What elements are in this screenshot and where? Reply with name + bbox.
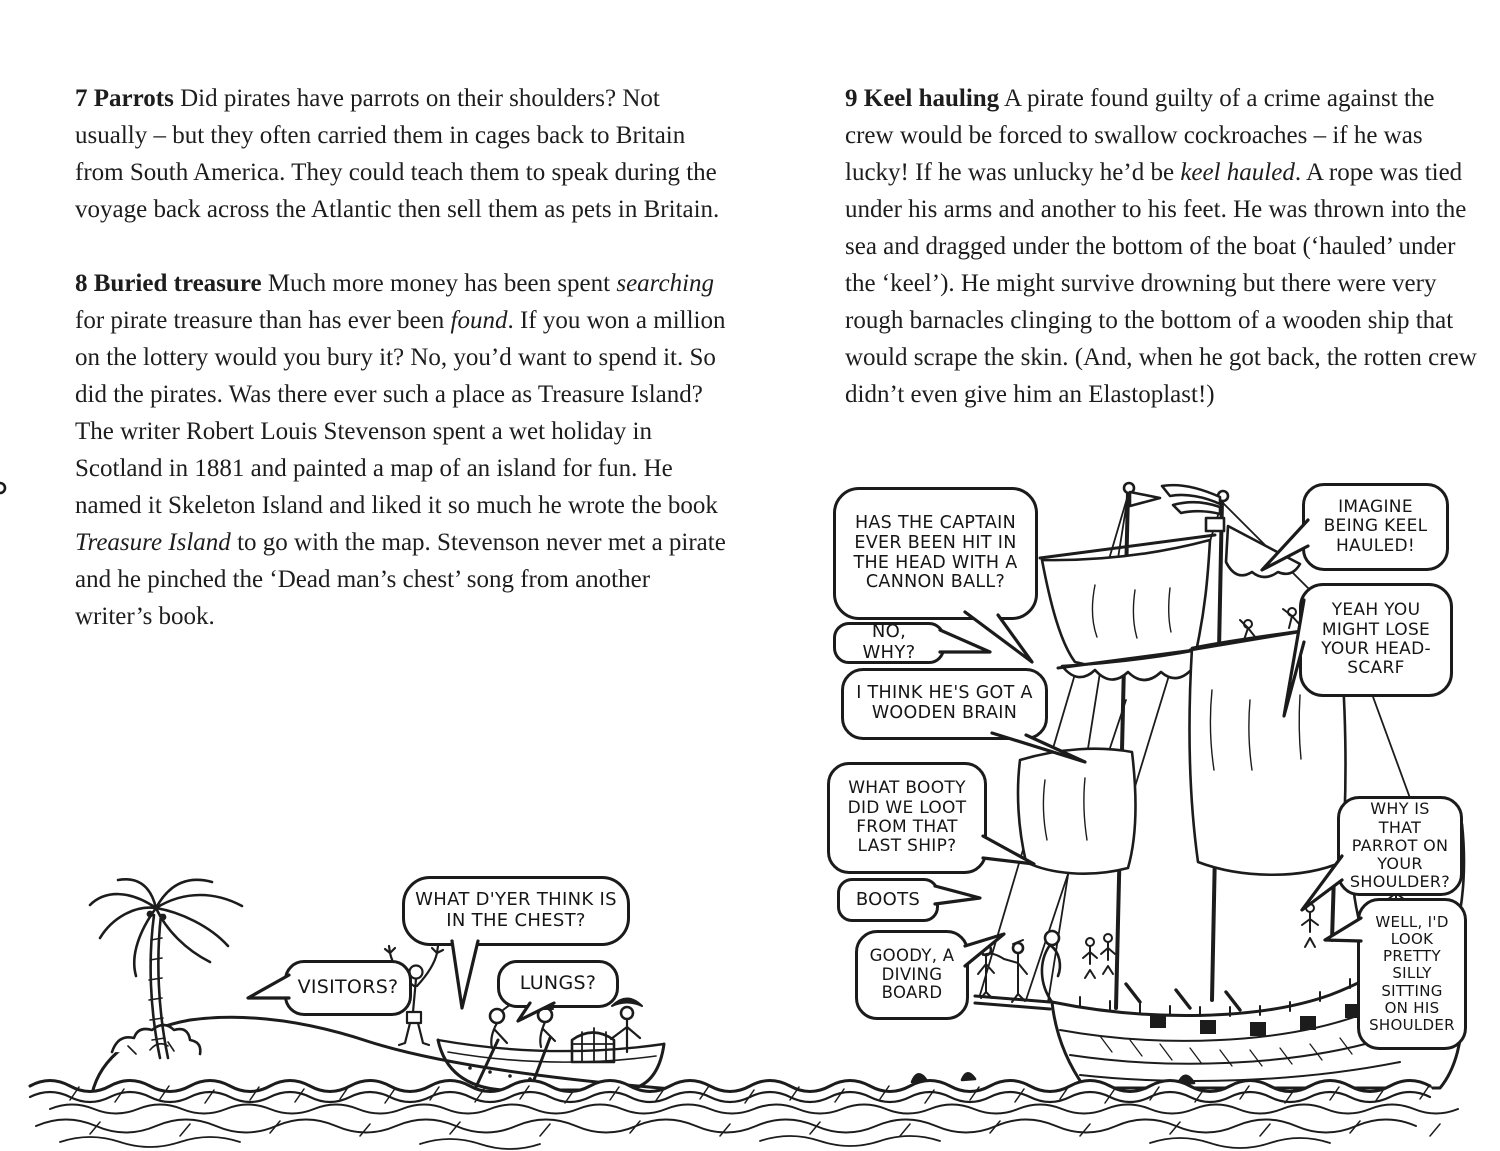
section-heading: 7 Parrots (75, 85, 174, 112)
italic-text: keel hauled (1180, 159, 1295, 186)
speech-bubble-what-booty: WHAT BOOTY DID WE LOOT FROM THAT LAST SHIP? (827, 762, 987, 874)
body-text: for pirate treasure than has ever been (75, 307, 451, 334)
speech-bubble-diving-board: GOODY, A DIVING BOARD (855, 930, 969, 1020)
pirate-ship (0, 483, 1464, 1088)
speech-bubble-boots: BOOTS (837, 878, 939, 922)
speech-bubble-visitors: VISITORS? (284, 960, 412, 1016)
body-text: A pirate found guilty of a crime against the crew would be forced to swallow cockroaches – if he was lucky! If he was unlucky he’d be (845, 85, 1435, 186)
body-text: . If you won a million on the lottery would you bury it? No, you’d want to spend it. So did the pirates. Was there ever such a place as Treasure Island? The writer Robert Louis Stevenson spent a wet holiday in Scotland in 1881 and painted a map of an island for fun. He named it Skeleton Island and liked it so much he wrote the book (75, 307, 726, 519)
section-heading: 8 Buried treasure (75, 270, 262, 297)
speech-bubble-lungs: LUNGS? (497, 960, 619, 1008)
sea-waves (30, 1081, 1470, 1151)
speech-bubble-wooden-brain: I THINK HE'S GOT A WOODEN BRAIN (841, 668, 1048, 740)
speech-bubble-silly-shoulder: WELL, I'D LOOK PRETTY SILLY SITTING ON HIS SHOULDER (1357, 898, 1467, 1050)
treasure-chest (572, 1028, 614, 1062)
body-text: . A rope was tied under his arms and another to his feet. He was thrown into the sea and dragged under the bottom of the boat (‘hauled’ under the ‘keel’). He might survive drowning but there were very rough barnacles clinging to the bottom of a wooden ship that would scrape the skin. (And, when he got back, the rotten crew didn’t even give him an Elastoplast!) (845, 159, 1477, 408)
italic-text: Treasure Island (75, 529, 231, 556)
shark-fin (962, 1073, 975, 1080)
plank-scene (975, 940, 1050, 1009)
speech-bubble-no-why: NO, WHY? (833, 622, 945, 664)
section-heading: 9 Keel hauling (845, 85, 1000, 112)
speech-bubble-head-scarf: YEAH YOU MIGHT LOSE YOUR HEAD-SCARF (1299, 583, 1453, 697)
speech-bubble-whats-in-chest: WHAT D'YER THINK IS IN THE CHEST? (402, 876, 630, 946)
speech-bubble-cannon-ball: HAS THE CAPTAIN EVER BEEN HIT IN THE HEAD WITH A CANNON BALL? (833, 487, 1038, 620)
body-text: Did pirates have parrots on their shoulders? Not usually – but they often carried them in cages back to Britain from South America. They could teach them to speak during the voyage back across the Atlantic then sell them as pets in Britain. (75, 85, 720, 223)
italic-text: found (450, 307, 508, 334)
italic-text: searching (616, 270, 715, 297)
body-text: to go with the map. Stevenson never met a pirate and he pinched the ‘Dead man’s chest’ song from another writer’s book. (75, 529, 726, 630)
speech-bubble-why-parrot: WHY IS THAT PARROT ON YOUR SHOULDER? (1337, 796, 1463, 896)
speech-bubble-imagine-keel: IMAGINE BEING KEEL HAULED! (1302, 483, 1449, 571)
body-text: Much more money has been spent (261, 270, 617, 297)
boat-captain (611, 999, 642, 1053)
